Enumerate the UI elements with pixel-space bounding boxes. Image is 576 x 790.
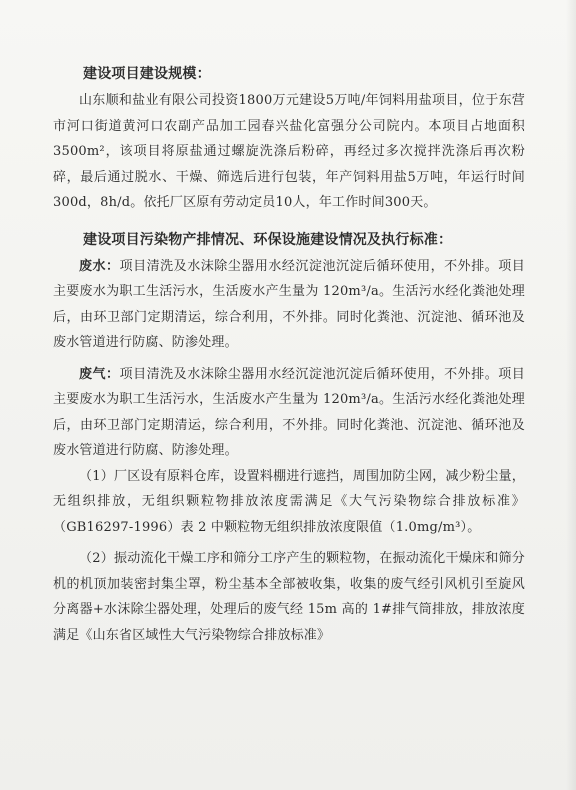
scale-paragraph: 山东顺和盐业有限公司投资1800万元建设5万吨/年饲料用盐项目，位于东营市河口街道黄河口农副产品加工园春兴盐化富强分公司院内。本项目占地面积3500m²，该项目将原盐通过螺旋洗涤后粉碎，再经过多次搅拌洗涤后再次粉碎，最后通过脱水、干燥、筛选后进行包装，年产饲料用盐5万吨，年运行时间300d，8h/d。依托厂区原有劳动定员10人，年工作时间300天。 [53,93,525,210]
section-heading-pollution: 建设项目污染物产排情况、环保设施建设情况及执行标准： [83,231,453,248]
wastewater-paragraph [53,254,525,356]
document-body [53,60,525,648]
section-heading-scale: 建设项目建设规模： [83,66,211,82]
waste-gas-paragraph [53,362,525,464]
measure-item-2: （2）振动流化干燥工序和筛分工序产生的颗粒物，在振动流化干燥床和筛分机的机顶加装密封集尘罩，粉尘基本全部被收集，收集的废气经引风机引至旋风分离器+水沫除尘器处理，处理后的废气经 15m 高的 1#排气筒排放，排放浓度满足《山东省区域性大气污染物综合排放标准》 [53,551,525,643]
wastewater-label: 废水： [79,258,120,274]
waste-gas-label: 废气： [79,366,120,382]
page-edge-shadow [566,0,576,790]
waste-gas-text: 项目清洗及水沫除尘器用水经沉淀池沉淀后循环使用，不外排。项目主要废水为职工生活污水，生活废水产生量为 120m³/a。生活污水经化粪池处理后，由环卫部门定期清运，综合利用，不外排。同时化粪池、沉淀池、循环池及废水管道进行防腐、防渗处理。 [53,366,525,458]
wastewater-text: 项目清洗及水沫除尘器用水经沉淀池沉淀后循环使用，不外排。项目主要废水为职工生活污水，生活废水产生量为 120m³/a。生活污水经化粪池处理后，由环卫部门定期清运，综合利用，不外排。同时化粪池、沉淀池、循环池及废水管道进行防腐、防渗处理。 [53,258,525,350]
measure-item-1: （1）厂区设有原料仓库，设置料棚进行遮挡，周围加防尘网，减少粉尘量，无组织排放，无组织颗粒物排放浓度需满足《大气污染物综合排放标准》（GB16297-1996）表 2 中颗粒物无组织排放浓度限值（1.0mg/m³）。 [53,468,525,535]
